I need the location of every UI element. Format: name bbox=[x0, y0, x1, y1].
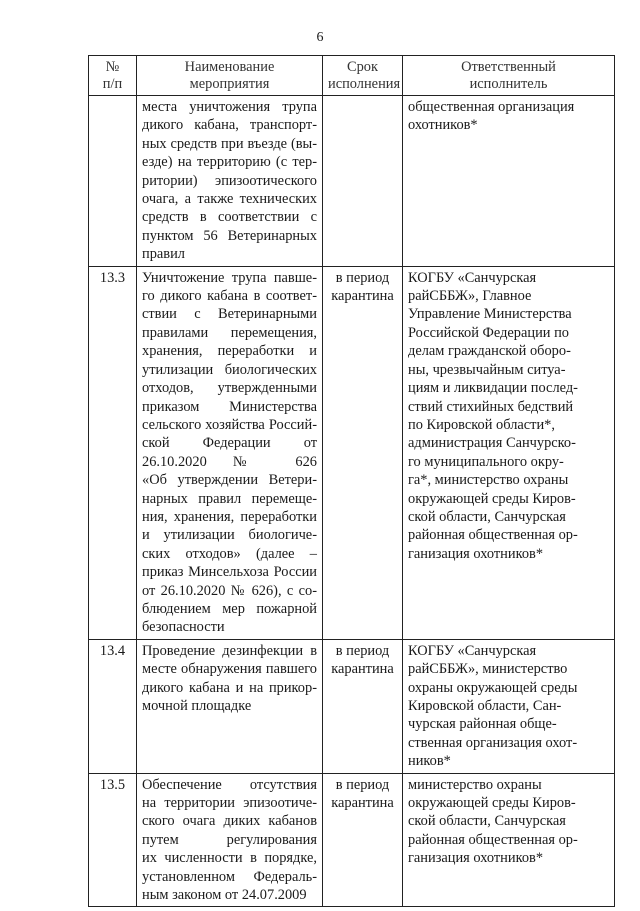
text-line: га*, министерство охраны bbox=[408, 472, 569, 489]
text-line: охотников* bbox=[408, 117, 478, 134]
table-row bbox=[89, 266, 615, 639]
text-line: и утилизации биологиче- bbox=[142, 527, 317, 544]
text-line: дикого кабана, транспорт- bbox=[142, 117, 317, 134]
text-line: ритории) эпизоотического bbox=[142, 172, 317, 189]
header-num: № п/п bbox=[89, 56, 137, 96]
text-line: ны, чрезвычайным ситуа- bbox=[408, 361, 566, 378]
text-line: ствий стихийных бедствий bbox=[408, 398, 574, 415]
cell-responsible bbox=[403, 773, 615, 907]
text-line: министерство охраны bbox=[408, 776, 542, 793]
text-line: райСББЖ», Главное bbox=[408, 288, 532, 305]
text-line: ской Федерации от bbox=[142, 435, 317, 452]
cell-num: 13.4 bbox=[89, 639, 137, 773]
text-line: правил bbox=[142, 246, 185, 263]
cell-term bbox=[323, 96, 403, 267]
text-line: ской области, Санчурская bbox=[408, 813, 566, 830]
text-line: ствии с Ветеринарными bbox=[142, 306, 317, 323]
text-line: Управление Министерства bbox=[408, 306, 572, 323]
text-line: ских отходов» (далее – bbox=[142, 545, 317, 562]
table-row bbox=[89, 773, 615, 907]
text-line: в период bbox=[335, 776, 390, 793]
text-line: отходов, утвержденными bbox=[142, 380, 317, 397]
text-line: по Кировской области*, bbox=[408, 416, 555, 433]
text-line: безопасности bbox=[142, 619, 225, 636]
text-line: мочной площадке bbox=[142, 698, 252, 714]
text-line: в период bbox=[335, 269, 390, 286]
text-line: «Об утверждении Ветери- bbox=[142, 472, 317, 489]
text-line: окружающей среды Киров- bbox=[408, 490, 576, 507]
text-line: хранения, переработки и bbox=[142, 343, 317, 360]
text-line: месте обнаружения павшего bbox=[142, 661, 317, 678]
text-line: охраны окружающей среды bbox=[408, 679, 578, 696]
text-line: Российской Федерации по bbox=[408, 324, 569, 341]
page-number: 6 bbox=[316, 30, 324, 45]
text-line: Проведение дезинфекции в bbox=[142, 642, 317, 659]
text-line: го муниципального окру- bbox=[408, 453, 564, 470]
table-row bbox=[89, 96, 615, 267]
text-line: карантина bbox=[331, 661, 394, 678]
cell-activity bbox=[137, 96, 323, 267]
text-line: го дикого кабана в соответ- bbox=[142, 288, 317, 305]
text-line: Уничтожение трупа павше- bbox=[142, 269, 317, 286]
text-line: их численности в порядке, bbox=[142, 850, 317, 867]
cell-term bbox=[323, 266, 403, 639]
text-line: делам гражданской оборо- bbox=[408, 343, 571, 360]
text-line: на территории эпизоотиче- bbox=[142, 795, 317, 812]
text-line: общественная организация bbox=[408, 99, 575, 115]
cell-num: 13.5 bbox=[89, 773, 137, 907]
text-line: блюдением мер пожарной bbox=[142, 600, 317, 617]
text-line: 26.10.2020 № 626 bbox=[142, 453, 317, 470]
text-line: правилами перемещения, bbox=[142, 324, 317, 341]
text-line: путем регулирования bbox=[142, 831, 317, 848]
text-line: очага, а также технических bbox=[142, 191, 317, 208]
text-line: сельского хозяйства Россий- bbox=[142, 416, 317, 433]
cell-num bbox=[89, 96, 137, 267]
text-line: райСББЖ», министерство bbox=[408, 661, 568, 678]
text-line: Кировской области, Сан- bbox=[408, 698, 562, 714]
text-line: утилизации биологических bbox=[142, 361, 317, 378]
cell-activity bbox=[137, 639, 323, 773]
table-body bbox=[89, 96, 615, 907]
header-activity: Наименование мероприятия bbox=[137, 56, 323, 96]
cell-term bbox=[323, 773, 403, 907]
text-line: ского очага диких кабанов bbox=[142, 813, 317, 830]
text-line: районная общественная ор- bbox=[408, 831, 578, 848]
text-line: ников* bbox=[408, 753, 451, 770]
text-line: Обеспечение отсутствия bbox=[142, 776, 317, 793]
cell-activity bbox=[137, 266, 323, 639]
header-term: Срок исполнения bbox=[323, 56, 403, 96]
text-line: администрация Санчурско- bbox=[408, 435, 576, 452]
text-line: от 26.10.2020 № 626), с со- bbox=[142, 582, 317, 599]
measures-table bbox=[88, 55, 615, 907]
text-line: установленном Федераль- bbox=[142, 868, 317, 885]
text-line: езде) на территорию (с тер- bbox=[142, 154, 317, 171]
text-line: КОГБУ «Санчурская bbox=[408, 642, 537, 659]
cell-responsible bbox=[403, 96, 615, 267]
text-line: КОГБУ «Санчурская bbox=[408, 269, 537, 286]
cell-num: 13.3 bbox=[89, 266, 137, 639]
cell-term bbox=[323, 639, 403, 773]
header-responsible: Ответственный исполнитель bbox=[403, 56, 615, 96]
text-line: районная общественная ор- bbox=[408, 527, 578, 544]
text-line: ным законом от 24.07.2009 bbox=[142, 887, 307, 904]
text-line: приказ Минсельхоза России bbox=[142, 564, 317, 581]
table-header-row bbox=[89, 56, 615, 96]
table-row bbox=[89, 639, 615, 773]
text-line: циям и ликвидации послед- bbox=[408, 380, 578, 397]
text-line: чурская районная обще- bbox=[408, 716, 557, 733]
text-line: ния, хранения, переработки bbox=[142, 508, 317, 525]
text-line: приказом Министерства bbox=[142, 398, 317, 415]
text-line: средств в соответствии с bbox=[142, 209, 317, 226]
text-line: ской области, Санчурская bbox=[408, 508, 566, 525]
text-line: карантина bbox=[331, 288, 394, 305]
cell-responsible bbox=[403, 266, 615, 639]
text-line: пунктом 56 Ветеринарных bbox=[142, 227, 317, 244]
text-line: ственная организация охот- bbox=[408, 734, 578, 751]
text-line: окружающей среды Киров- bbox=[408, 795, 576, 812]
text-line: дикого кабана и на прикор- bbox=[142, 679, 317, 696]
text-line: в период bbox=[335, 642, 390, 659]
text-line: нарных правил перемеще- bbox=[142, 490, 317, 507]
text-line: ганизация охотников* bbox=[408, 545, 544, 562]
cell-responsible bbox=[403, 639, 615, 773]
text-line: ганизация охотников* bbox=[408, 850, 544, 867]
text-line: ных средств при въезде (вы- bbox=[142, 135, 317, 152]
text-line: карантина bbox=[331, 795, 394, 812]
text-line: места уничтожения трупа bbox=[142, 99, 317, 115]
cell-activity bbox=[137, 773, 323, 907]
